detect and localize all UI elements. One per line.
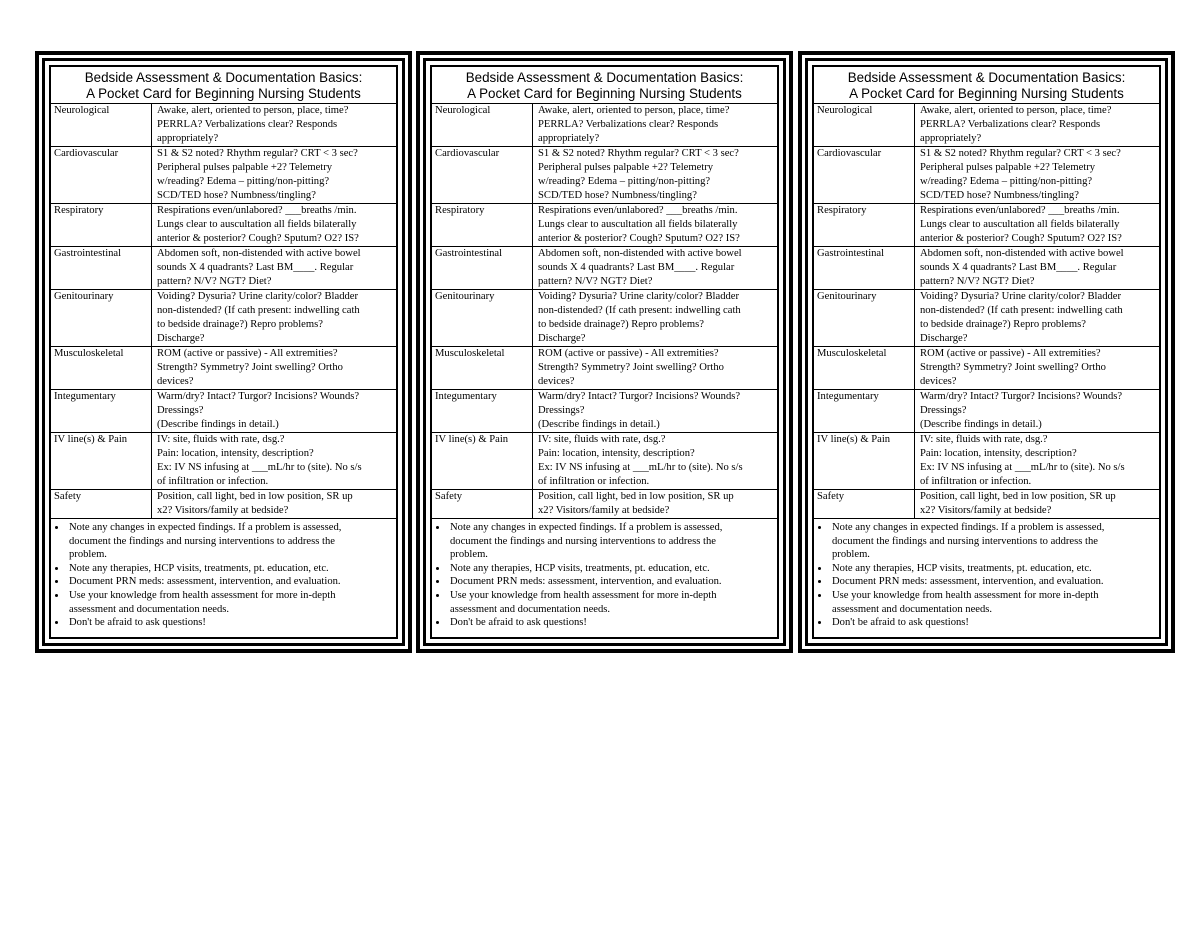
note-line: • Use your knowledge from health assessment for more in-depth xyxy=(832,589,1099,601)
prompt-line: x2? Visitors/family at bedside? xyxy=(920,505,1052,516)
prompt-line: sounds X 4 quadrants? Last BM____. Regular xyxy=(157,262,354,273)
card-title-line-1: Bedside Assessment & Documentation Basics: xyxy=(84,70,363,85)
system-category: Neurological xyxy=(432,104,533,147)
card-content xyxy=(812,65,1161,639)
prompt-line: Respirations even/unlabored? ___breaths /min. xyxy=(538,205,738,216)
assessment-prompts xyxy=(915,490,1160,519)
prompt-line: Respirations even/unlabored? ___breaths /min. xyxy=(920,205,1120,216)
prompt-line: Dressings? xyxy=(157,405,204,416)
assessment-prompts xyxy=(915,247,1160,290)
table-row xyxy=(51,204,396,247)
note-item xyxy=(830,562,1155,576)
system-category: Genitourinary xyxy=(814,290,915,347)
prompt-line: appropriately? xyxy=(538,133,600,144)
note-item xyxy=(448,575,773,589)
assessment-prompts xyxy=(915,147,1160,204)
note-line: assessment and documentation needs. xyxy=(69,603,230,615)
system-category: Integumentary xyxy=(814,390,915,433)
prompt-line: Position, call light, bed in low position, SR up xyxy=(538,491,734,502)
prompt-line: Pain: location, intensity, description? xyxy=(538,448,695,459)
assessment-prompts xyxy=(533,104,778,147)
system-category: Musculoskeletal xyxy=(51,347,152,390)
prompt-line: sounds X 4 quadrants? Last BM____. Regular xyxy=(920,262,1117,273)
table-row xyxy=(432,390,777,433)
prompt-line: Discharge? xyxy=(157,333,205,344)
table-row xyxy=(432,290,777,347)
card-inner-border xyxy=(423,58,786,646)
prompt-line: Awake, alert, oriented to person, place, time? xyxy=(920,105,1112,116)
system-category: Cardiovascular xyxy=(432,147,533,204)
note-item xyxy=(67,589,392,616)
prompt-line: Warm/dry? Intact? Turgor? Incisions? Wounds? xyxy=(920,391,1123,402)
assessment-prompts xyxy=(533,204,778,247)
system-category: Gastrointestinal xyxy=(432,247,533,290)
table-row xyxy=(51,290,396,347)
card-title-line-1: Bedside Assessment & Documentation Basics: xyxy=(847,70,1126,85)
prompt-line: Abdomen soft, non-distended with active bowel xyxy=(920,248,1124,259)
system-category: Gastrointestinal xyxy=(814,247,915,290)
prompt-line: SCD/TED hose? Numbness/tingling? xyxy=(538,190,697,201)
assessment-prompts xyxy=(533,290,778,347)
prompt-line: to bedside drainage?) Repro problems? xyxy=(920,319,1086,330)
prompt-line: (Describe findings in detail.) xyxy=(920,419,1042,430)
prompt-line: Voiding? Dysuria? Urine clarity/color? Bladder xyxy=(538,291,740,302)
note-line: • Note any therapies, HCP visits, treatments, pt. education, etc. xyxy=(450,562,710,574)
note-item xyxy=(830,616,1155,630)
card-content xyxy=(430,65,779,639)
assessment-prompts xyxy=(915,290,1160,347)
prompt-line: S1 & S2 noted? Rhythm regular? CRT < 3 sec? xyxy=(920,148,1121,159)
system-category: IV line(s) & Pain xyxy=(51,433,152,490)
card-title-line-1: Bedside Assessment & Documentation Basics: xyxy=(465,70,744,85)
note-item xyxy=(67,616,392,630)
card-inner-border xyxy=(42,58,405,646)
prompt-line: Voiding? Dysuria? Urine clarity/color? Bladder xyxy=(920,291,1122,302)
notes-list xyxy=(51,519,396,630)
prompt-line: Dressings? xyxy=(920,405,967,416)
prompt-line: to bedside drainage?) Repro problems? xyxy=(538,319,704,330)
prompt-line: anterior & posterior? Cough? Sputum? O2? IS? xyxy=(538,233,740,244)
pocket-card-1 xyxy=(35,51,412,653)
table-row xyxy=(51,490,396,519)
note-line: • Don't be afraid to ask questions! xyxy=(450,617,587,629)
note-item xyxy=(67,575,392,589)
card-title xyxy=(51,67,396,104)
prompt-line: pattern? N/V? NGT? Diet? xyxy=(920,276,1035,287)
prompt-line: of infiltration or infection. xyxy=(920,476,1032,487)
note-line: problem. xyxy=(450,549,488,561)
assessment-prompts xyxy=(915,104,1160,147)
prompt-line: Position, call light, bed in low position, SR up xyxy=(920,491,1116,502)
prompt-line: devices? xyxy=(538,376,575,387)
system-category: Safety xyxy=(432,490,533,519)
prompt-line: Discharge? xyxy=(920,333,968,344)
note-line: • Note any changes in expected findings. If a problem is assessed, xyxy=(832,522,1105,533)
prompt-line: Awake, alert, oriented to person, place, time? xyxy=(538,105,730,116)
pocket-card-3 xyxy=(798,51,1175,653)
prompt-line: Lungs clear to auscultation all fields bilaterally xyxy=(157,219,357,230)
table-row xyxy=(51,390,396,433)
table-row xyxy=(814,347,1159,390)
prompt-line: non-distended? (If cath present: indwelling cath xyxy=(920,305,1123,316)
prompt-line: SCD/TED hose? Numbness/tingling? xyxy=(157,190,316,201)
prompt-line: Lungs clear to auscultation all fields bilaterally xyxy=(920,219,1120,230)
prompt-line: Warm/dry? Intact? Turgor? Incisions? Wounds? xyxy=(157,391,360,402)
prompt-line: Voiding? Dysuria? Urine clarity/color? Bladder xyxy=(157,291,359,302)
system-category: Genitourinary xyxy=(432,290,533,347)
note-item xyxy=(448,616,773,630)
table-row xyxy=(814,204,1159,247)
system-category: Respiratory xyxy=(432,204,533,247)
prompt-line: Warm/dry? Intact? Turgor? Incisions? Wounds? xyxy=(538,391,741,402)
note-line: • Document PRN meds: assessment, intervention, and evaluation. xyxy=(450,576,722,588)
prompt-line: pattern? N/V? NGT? Diet? xyxy=(157,276,272,287)
prompt-line: x2? Visitors/family at bedside? xyxy=(157,505,289,516)
prompt-line: w/reading? Edema – pitting/non-pitting? xyxy=(538,176,711,187)
prompt-line: Respirations even/unlabored? ___breaths /min. xyxy=(157,205,357,216)
assessment-prompts xyxy=(152,290,397,347)
system-category: Neurological xyxy=(814,104,915,147)
pocket-card-2 xyxy=(416,51,793,653)
note-item xyxy=(830,521,1155,562)
prompt-line: appropriately? xyxy=(157,133,219,144)
note-line: • Document PRN meds: assessment, intervention, and evaluation. xyxy=(69,576,341,588)
card-content xyxy=(49,65,398,639)
assessment-prompts xyxy=(915,347,1160,390)
table-row xyxy=(432,147,777,204)
note-line: problem. xyxy=(69,549,107,561)
prompt-line: pattern? N/V? NGT? Diet? xyxy=(538,276,653,287)
note-line: assessment and documentation needs. xyxy=(450,603,611,615)
prompt-line: non-distended? (If cath present: indwelling cath xyxy=(157,305,360,316)
card-title-line-2: A Pocket Card for Beginning Nursing Students xyxy=(467,86,742,101)
assessment-prompts xyxy=(915,204,1160,247)
table-row xyxy=(432,490,777,519)
system-category: Respiratory xyxy=(51,204,152,247)
prompt-line: Discharge? xyxy=(538,333,586,344)
table-row xyxy=(51,247,396,290)
prompt-line: Strength? Symmetry? Joint swelling? Ortho xyxy=(157,362,343,373)
assessment-prompts xyxy=(533,247,778,290)
prompt-line: ROM (active or passive) - All extremities? xyxy=(538,348,719,359)
note-item xyxy=(448,562,773,576)
note-item xyxy=(830,575,1155,589)
system-category: Safety xyxy=(51,490,152,519)
prompt-line: of infiltration or infection. xyxy=(538,476,650,487)
note-line: • Note any therapies, HCP visits, treatments, pt. education, etc. xyxy=(69,562,329,574)
table-row xyxy=(51,433,396,490)
prompt-line: S1 & S2 noted? Rhythm regular? CRT < 3 sec? xyxy=(538,148,739,159)
note-line: • Note any changes in expected findings. If a problem is assessed, xyxy=(69,522,342,533)
table-row xyxy=(432,104,777,147)
assessment-prompts xyxy=(533,390,778,433)
system-category: Cardiovascular xyxy=(51,147,152,204)
prompt-line: Lungs clear to auscultation all fields bilaterally xyxy=(538,219,738,230)
table-row xyxy=(51,104,396,147)
prompt-line: sounds X 4 quadrants? Last BM____. Regular xyxy=(538,262,735,273)
prompt-line: appropriately? xyxy=(920,133,982,144)
prompt-line: PERRLA? Verbalizations clear? Responds xyxy=(920,119,1101,130)
table-row xyxy=(814,433,1159,490)
table-row xyxy=(814,147,1159,204)
table-row xyxy=(432,433,777,490)
card-title xyxy=(814,67,1159,104)
note-item xyxy=(67,521,392,562)
note-item xyxy=(830,589,1155,616)
note-line: • Use your knowledge from health assessment for more in-depth xyxy=(69,589,336,601)
system-category: Musculoskeletal xyxy=(814,347,915,390)
prompt-line: Ex: IV NS infusing at ___mL/hr to (site). No s/s xyxy=(920,462,1125,473)
prompt-line: Pain: location, intensity, description? xyxy=(157,448,314,459)
table-row xyxy=(432,247,777,290)
prompt-line: Abdomen soft, non-distended with active bowel xyxy=(538,248,742,259)
prompt-line: to bedside drainage?) Repro problems? xyxy=(157,319,323,330)
system-category: Safety xyxy=(814,490,915,519)
prompt-line: PERRLA? Verbalizations clear? Responds xyxy=(538,119,719,130)
table-row xyxy=(51,347,396,390)
table-row xyxy=(814,290,1159,347)
note-line: • Note any therapies, HCP visits, treatments, pt. education, etc. xyxy=(832,562,1092,574)
system-category: IV line(s) & Pain xyxy=(814,433,915,490)
prompt-line: Peripheral pulses palpable +2? Telemetry xyxy=(920,162,1096,173)
card-title-line-2: A Pocket Card for Beginning Nursing Students xyxy=(86,86,361,101)
prompt-line: anterior & posterior? Cough? Sputum? O2? IS? xyxy=(157,233,359,244)
assessment-prompts xyxy=(533,147,778,204)
prompt-line: Strength? Symmetry? Joint swelling? Ortho xyxy=(538,362,724,373)
prompt-line: Peripheral pulses palpable +2? Telemetry xyxy=(538,162,714,173)
prompt-line: S1 & S2 noted? Rhythm regular? CRT < 3 sec? xyxy=(157,148,358,159)
note-item xyxy=(448,589,773,616)
prompt-line: IV: site, fluids with rate, dsg.? xyxy=(538,434,666,445)
prompt-line: IV: site, fluids with rate, dsg.? xyxy=(157,434,285,445)
prompt-line: devices? xyxy=(157,376,194,387)
assessment-prompts xyxy=(152,347,397,390)
assessment-prompts xyxy=(533,433,778,490)
assessment-prompts xyxy=(152,390,397,433)
prompt-line: PERRLA? Verbalizations clear? Responds xyxy=(157,119,338,130)
table-row xyxy=(814,104,1159,147)
prompt-line: Awake, alert, oriented to person, place, time? xyxy=(157,105,349,116)
system-category: Musculoskeletal xyxy=(432,347,533,390)
prompt-line: devices? xyxy=(920,376,957,387)
prompt-line: w/reading? Edema – pitting/non-pitting? xyxy=(157,176,330,187)
table-row xyxy=(814,390,1159,433)
note-line: document the findings and nursing interventions to address the xyxy=(832,535,1098,547)
note-line: • Don't be afraid to ask questions! xyxy=(69,617,206,629)
table-row xyxy=(51,147,396,204)
prompt-line: Peripheral pulses palpable +2? Telemetry xyxy=(157,162,333,173)
prompt-line: Dressings? xyxy=(538,405,585,416)
assessment-prompts xyxy=(152,433,397,490)
prompt-line: Strength? Symmetry? Joint swelling? Ortho xyxy=(920,362,1106,373)
note-line: • Use your knowledge from health assessment for more in-depth xyxy=(450,589,717,601)
card-title xyxy=(432,67,777,104)
prompt-line: Position, call light, bed in low position, SR up xyxy=(157,491,353,502)
system-category: Integumentary xyxy=(51,390,152,433)
assessment-prompts xyxy=(915,390,1160,433)
note-line: • Document PRN meds: assessment, intervention, and evaluation. xyxy=(832,576,1104,588)
note-line: document the findings and nursing interventions to address the xyxy=(450,535,716,547)
prompt-line: Abdomen soft, non-distended with active bowel xyxy=(157,248,361,259)
system-category: Integumentary xyxy=(432,390,533,433)
prompt-line: x2? Visitors/family at bedside? xyxy=(538,505,670,516)
prompt-line: Ex: IV NS infusing at ___mL/hr to (site). No s/s xyxy=(538,462,743,473)
system-category: Genitourinary xyxy=(51,290,152,347)
prompt-line: (Describe findings in detail.) xyxy=(538,419,660,430)
card-inner-border xyxy=(805,58,1168,646)
system-category: Respiratory xyxy=(814,204,915,247)
note-line: • Don't be afraid to ask questions! xyxy=(832,617,969,629)
assessment-table xyxy=(814,104,1159,519)
assessment-prompts xyxy=(533,490,778,519)
note-line: document the findings and nursing interventions to address the xyxy=(69,535,335,547)
prompt-line: ROM (active or passive) - All extremities? xyxy=(920,348,1101,359)
table-row xyxy=(432,347,777,390)
system-category: Gastrointestinal xyxy=(51,247,152,290)
note-line: problem. xyxy=(832,549,870,561)
assessment-table xyxy=(432,104,777,519)
prompt-line: (Describe findings in detail.) xyxy=(157,419,279,430)
prompt-line: Ex: IV NS infusing at ___mL/hr to (site). No s/s xyxy=(157,462,362,473)
assessment-prompts xyxy=(152,147,397,204)
card-title-line-2: A Pocket Card for Beginning Nursing Students xyxy=(849,86,1124,101)
prompt-line: IV: site, fluids with rate, dsg.? xyxy=(920,434,1048,445)
assessment-prompts xyxy=(152,490,397,519)
system-category: IV line(s) & Pain xyxy=(432,433,533,490)
assessment-prompts xyxy=(152,204,397,247)
note-line: assessment and documentation needs. xyxy=(832,603,993,615)
assessment-prompts xyxy=(915,433,1160,490)
assessment-prompts xyxy=(533,347,778,390)
table-row xyxy=(814,247,1159,290)
table-row xyxy=(432,204,777,247)
prompt-line: ROM (active or passive) - All extremities? xyxy=(157,348,338,359)
note-item xyxy=(448,521,773,562)
prompt-line: Pain: location, intensity, description? xyxy=(920,448,1077,459)
prompt-line: anterior & posterior? Cough? Sputum? O2? IS? xyxy=(920,233,1122,244)
prompt-line: SCD/TED hose? Numbness/tingling? xyxy=(920,190,1079,201)
table-row xyxy=(814,490,1159,519)
assessment-prompts xyxy=(152,104,397,147)
note-item xyxy=(67,562,392,576)
note-line: • Note any changes in expected findings. If a problem is assessed, xyxy=(450,522,723,533)
system-category: Cardiovascular xyxy=(814,147,915,204)
assessment-table xyxy=(51,104,396,519)
assessment-prompts xyxy=(152,247,397,290)
notes-list xyxy=(814,519,1159,630)
system-category: Neurological xyxy=(51,104,152,147)
prompt-line: w/reading? Edema – pitting/non-pitting? xyxy=(920,176,1093,187)
prompt-line: of infiltration or infection. xyxy=(157,476,269,487)
notes-list xyxy=(432,519,777,630)
prompt-line: non-distended? (If cath present: indwelling cath xyxy=(538,305,741,316)
